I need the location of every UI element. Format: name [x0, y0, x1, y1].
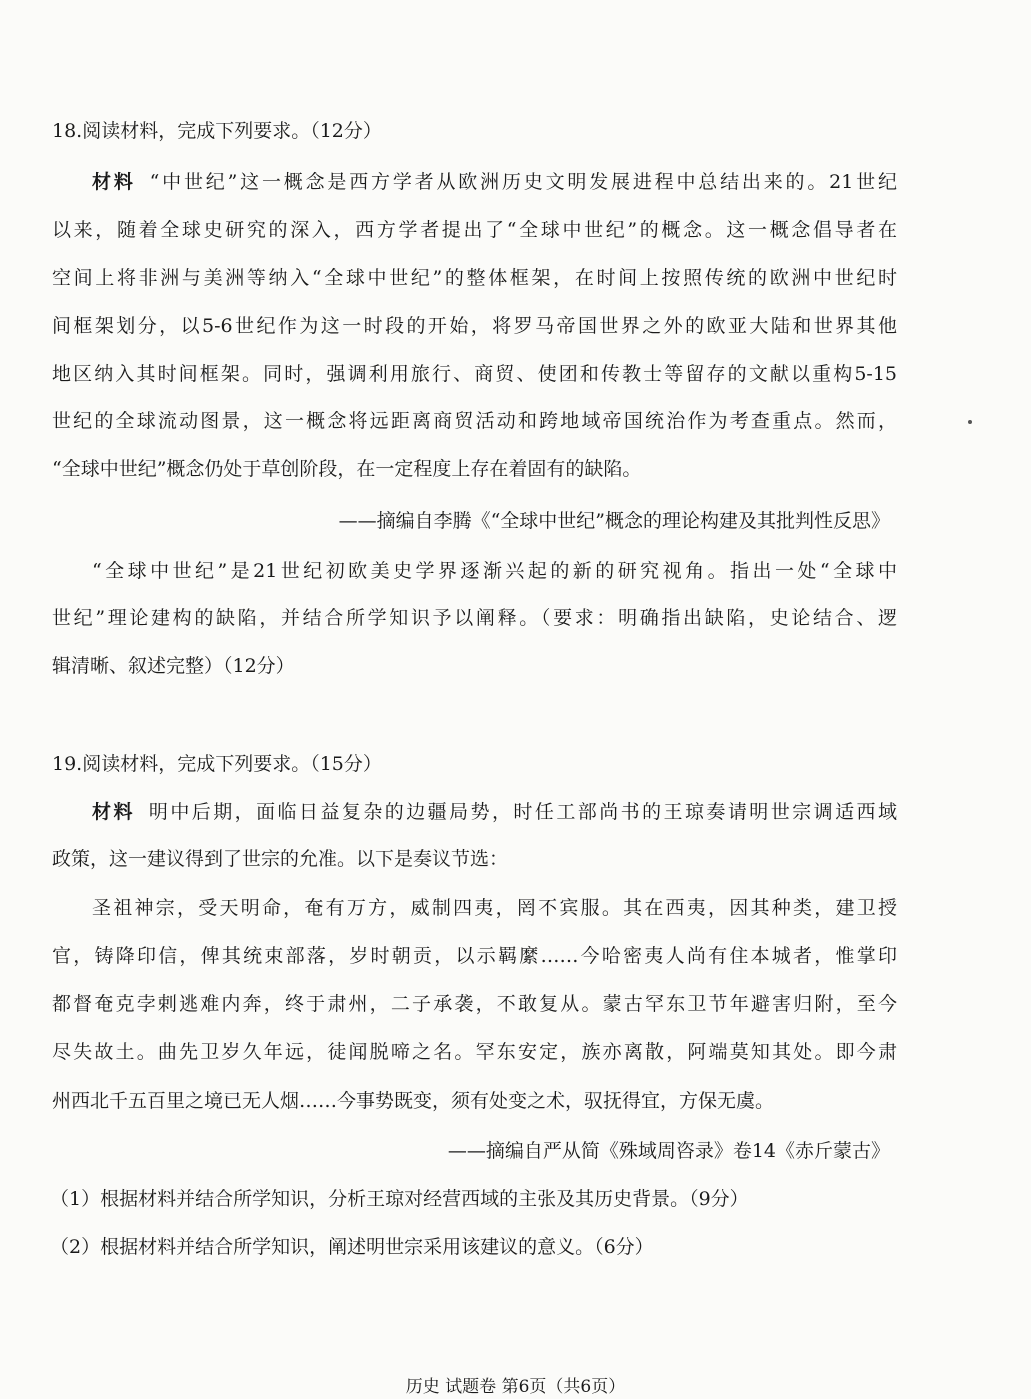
q18-material-line: 以来，随着全球史研究的深入，西方学者提出了“全球中世纪”的概念。这一概念倡导者在 — [52, 219, 897, 241]
page-footer: 历史 试题卷 第6页（共6页） — [405, 1377, 626, 1397]
material-label: 材料 — [92, 171, 136, 193]
q19-sub-question-1: （1）根据材料并结合所学知识，分析王琼对经营西域的主张及其历史背景。（9分） — [50, 1188, 749, 1210]
q19-title: 19.阅读材料，完成下列要求。（15分） — [52, 753, 382, 775]
q19-material-line: 政策，这一建议得到了世宗的允准。以下是奏议节选： — [52, 848, 509, 870]
q18-question-line: 世纪”理论建构的缺陷，并结合所学知识予以阐释。（要求：明确指出缺陷，史论结合、逻 — [52, 607, 897, 629]
q19-quote-line: 都督奄克孛剌逃难内奔，终于肃州，二子承袭，不敢复从。蒙古罕东卫节年避害归附，至今 — [52, 993, 897, 1015]
q18-material-line: 世纪的全球流动图景，这一概念将远距离商贸活动和跨地域帝国统治作为考查重点。然而， — [52, 410, 897, 432]
q19-quote-line: 州西北千五百里之境已无人烟……今事势既变，须有处变之术，驭抚得宜，方保无虞。 — [52, 1090, 775, 1112]
q19-material-line: 材料 明中后期，面临日益复杂的边疆局势，时任工部尚书的王琼奏请明世宗调适西域 — [92, 801, 897, 823]
q18-material-line: “全球中世纪”概念仍处于草创阶段，在一定程度上存在着固有的缺陷。 — [52, 458, 642, 480]
q18-material-line: 间框架划分，以5-6世纪作为这一时段的开始，将罗马帝国世界之外的欧亚大陆和世界其他 — [52, 315, 897, 337]
material-label: 材料 — [92, 801, 135, 823]
q18-question-line: “全球中世纪”是21世纪初欧美史学界逐渐兴起的新的研究视角。指出一处“全球中 — [92, 560, 897, 582]
q19-citation: ——摘编自严从简《殊域周咨录》卷14《赤斤蒙古》 — [447, 1140, 890, 1162]
q19-quote-line: 官，铸降印信，俾其统束部落，岁时朝贡，以示羁縻……今哈密夷人尚有住本城者，惟掌印 — [52, 945, 897, 967]
q18-title: 18.阅读材料，完成下列要求。（12分） — [52, 120, 382, 142]
q19-sub-question-2: （2）根据材料并结合所学知识，阐述明世宗采用该建议的意义。（6分） — [50, 1236, 654, 1258]
q19-quote-line: 尽失故土。曲先卫岁久年远，徒闻脱啼之名。罕东安定，族亦离散，阿端莫知其处。即今肃 — [52, 1041, 897, 1063]
q18-material-line: 地区纳入其时间框架。同时，强调利用旅行、商贸、使团和传教士等留存的文献以重构5-15 — [52, 363, 897, 385]
q18-citation: ——摘编自李腾《“全球中世纪”概念的理论构建及其批判性反思》 — [338, 510, 890, 532]
q18-material-line: 材料 “中世纪”这一概念是西方学者从欧洲历史文明发展进程中总结出来的。21世纪 — [92, 171, 897, 193]
q19-quote-line: 圣祖神宗，受天明命，奄有万方，威制四夷，罔不宾服。其在西夷，因其种类，建卫授 — [92, 897, 897, 919]
q18-question-line: 辑清晰、叙述完整）（12分） — [52, 655, 295, 677]
q18-material-line: 空间上将非洲与美洲等纳入“全球中世纪”的整体框架，在时间上按照传统的欧洲中世纪时 — [52, 267, 897, 289]
scan-speck — [968, 420, 972, 424]
